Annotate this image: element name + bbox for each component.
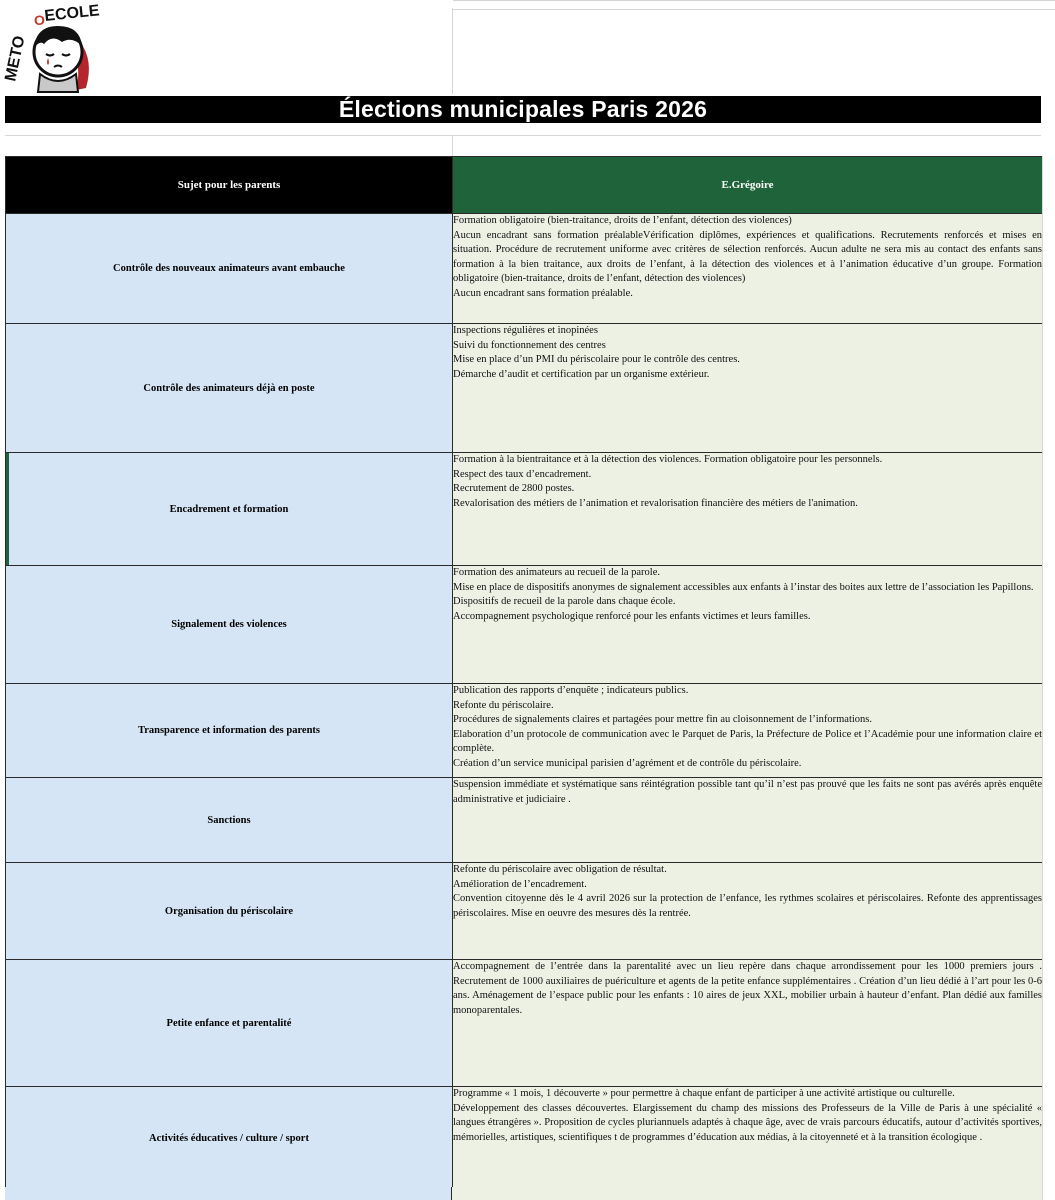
- table-row: [6, 960, 1043, 1087]
- table-row: [6, 453, 1043, 566]
- proposal-line: Publication des rapports d’enquête ; indicateurs publics.: [453, 685, 689, 696]
- topic-cell: Contrôle des nouveaux animateurs avant embauche: [6, 214, 453, 324]
- topic-cell: Signalement des violences: [6, 566, 453, 684]
- proposal-line: Formation des animateurs au recueil de la parole.: [453, 567, 661, 578]
- proposal-cell: [453, 960, 1043, 1087]
- proposal-line: Refonte du périscolaire avec obligation de résultat.: [453, 864, 667, 875]
- topic-cell: Activités éducatives / culture / sport: [6, 1087, 453, 1191]
- proposal-line: Formation obligatoire (bien-traitance, droits de l’enfant, détection des violences): [453, 215, 792, 226]
- proposal-line: Développement des classes découvertes. Elargissement du champ des missions des Professeurs de la Ville de Paris à une spécialité « langues étrangères ». Proposition de cycles pluriannuels adaptés à chaque âge, avec de vrais parcours éducatifs, autour d’activités sportives, mémorielles, artistiques, scientifiques t de programmes d’éducation aux médias, à la citoyenneté et à la transition écologique .: [453, 1102, 1042, 1143]
- header-topic: Sujet pour les parents: [6, 157, 453, 214]
- metoo-ecole-logo: [2, 2, 102, 94]
- page-title: Élections municipales Paris 2026: [5, 96, 1041, 123]
- proposal-line: Refonte du périscolaire.: [453, 699, 554, 711]
- proposal-cell: [453, 324, 1043, 453]
- proposal-line: Création d’un service municipal parisien d’agrément et de contrôle du périscolaire.: [453, 757, 802, 769]
- proposal-line: Respect des taux d’encadrement.: [453, 468, 592, 480]
- proposal-cell: [453, 684, 1043, 778]
- proposal-line: Aucun encadrant sans formation préalableVérification diplômes, expériences et qualifications. Recrutements renforcés et mises en situation. Procédure de recrutement uniforme avec critères de sélection renforcés. Aucun adulte ne sera mis au contact des enfants sans formation à la bien traitance, aux droits de l’enfant, à la détection des violences et à l’animation éducative d’un groupe. Formation obligatoire (bien-traitance, droits de l’enfant, détection des violences): [453, 229, 1042, 285]
- topic-cell: Organisation du périscolaire: [6, 863, 453, 960]
- proposal-line: Dispositifs de recueil de la parole dans chaque école.: [453, 596, 676, 608]
- logo-text-right: ECOLE: [43, 2, 101, 25]
- proposal-line: Elaboration d’un protocole de communication avec le Parquet de Paris, la Préfecture de Police et l’Académie pour une information claire et complète.: [453, 728, 1042, 755]
- proposal-line: Formation à la bientraitance et à la détection des violences. Formation obligatoire pour les personnels.: [453, 454, 883, 465]
- proposal-cell: [453, 863, 1043, 960]
- proposal-line: Mise en place de dispositifs anonymes de signalement accessibles aux enfants à l’instar des boites aux lettre de l’association les Papillons.: [453, 581, 1034, 593]
- logo-icon: [2, 2, 102, 94]
- table-row: [6, 566, 1043, 684]
- proposal-line: Convention citoyenne dès le 4 avril 2026 sur la protection de l’enfance, les rythmes scolaires et périscolaires. Refonte des apprentissages périscolaires. Mise en oeuvre des mesures dès la rentrée.: [453, 893, 1042, 919]
- proposal-line: Accompagnement de l’entrée dans la parentalité avec un lieu repère dans chaque arrondissement pour les 1000 premiers jours . Recrutement de 1000 auxiliaires de puériculture et agents de la petite enfance supplémentaires . Création d’un lieu dédié à l’art pour les 0-6 ans. Aménagement de l’espace public pour les enfants : 10 aires de jeux XXL, mobilier urbain à hauteur d’enfant. Plan dédié aux familles monoparentales.: [453, 961, 1042, 1016]
- table-row: [6, 684, 1043, 778]
- proposal-cell: [453, 566, 1043, 684]
- logo-text-left: METO: [2, 34, 29, 83]
- proposal-line: Aucun encadrant sans formation préalable.: [453, 287, 633, 299]
- proposal-line: Revalorisation des métiers de l’animation et revalorisation financière des métiers de l'animation.: [453, 497, 858, 509]
- table-row: [6, 778, 1043, 863]
- table-header-row: [6, 157, 1043, 214]
- sheet-top-blank: [453, 0, 1055, 95]
- logo-o-mark: O: [34, 12, 45, 28]
- table-row: [6, 214, 1043, 324]
- sheet-blank-row: [5, 123, 1041, 156]
- proposal-line: Amélioration de l’encadrement.: [453, 878, 587, 890]
- proposal-cell: [453, 778, 1043, 863]
- topic-cell: Sanctions: [6, 778, 453, 863]
- table-row: [6, 324, 1043, 453]
- table-row: [6, 863, 1043, 960]
- proposal-line: Recrutement de 2800 postes.: [453, 483, 575, 495]
- header-candidate: E.Grégoire: [453, 157, 1043, 214]
- proposal-line: Procédures de signalements claires et partagées pour mettre fin au cloisonnement de l’informations.: [453, 714, 872, 726]
- proposal-line: Démarche d’audit et certification par un organisme extérieur.: [453, 368, 710, 380]
- proposal-line: Accompagnement psychologique renforcé pour les enfants victimes et leurs familles.: [453, 610, 811, 622]
- proposal-cell: [453, 1087, 1043, 1191]
- sheet-right-margin: [1042, 156, 1055, 1200]
- next-row-partial: [5, 1187, 1042, 1200]
- topic-cell: Petite enfance et parentalité: [6, 960, 453, 1087]
- program-table: [5, 156, 1043, 1191]
- proposal-cell: [453, 214, 1043, 324]
- topic-cell: Encadrement et formation: [6, 453, 453, 566]
- topic-cell: Contrôle des animateurs déjà en poste: [6, 324, 453, 453]
- table-row: [6, 1087, 1043, 1191]
- proposal-line: Suspension immédiate et systématique sans réintégration possible tant qu’il n’est pas prouvé que les faits ne sont pas avérés après enquête administrative et judiciaire .: [453, 779, 1042, 805]
- proposal-line: Suivi du fonctionnement des centres: [453, 339, 606, 351]
- proposal-cell: [453, 453, 1043, 566]
- proposal-line: Programme « 1 mois, 1 découverte » pour permettre à chaque enfant de participer à une activité artistique ou culturelle.: [453, 1088, 955, 1099]
- proposal-line: Inspections régulières et inopinées: [453, 325, 598, 336]
- topic-cell: Transparence et information des parents: [6, 684, 453, 778]
- proposal-line: Mise en place d’un PMI du périscolaire pour le contrôle des centres.: [453, 354, 740, 366]
